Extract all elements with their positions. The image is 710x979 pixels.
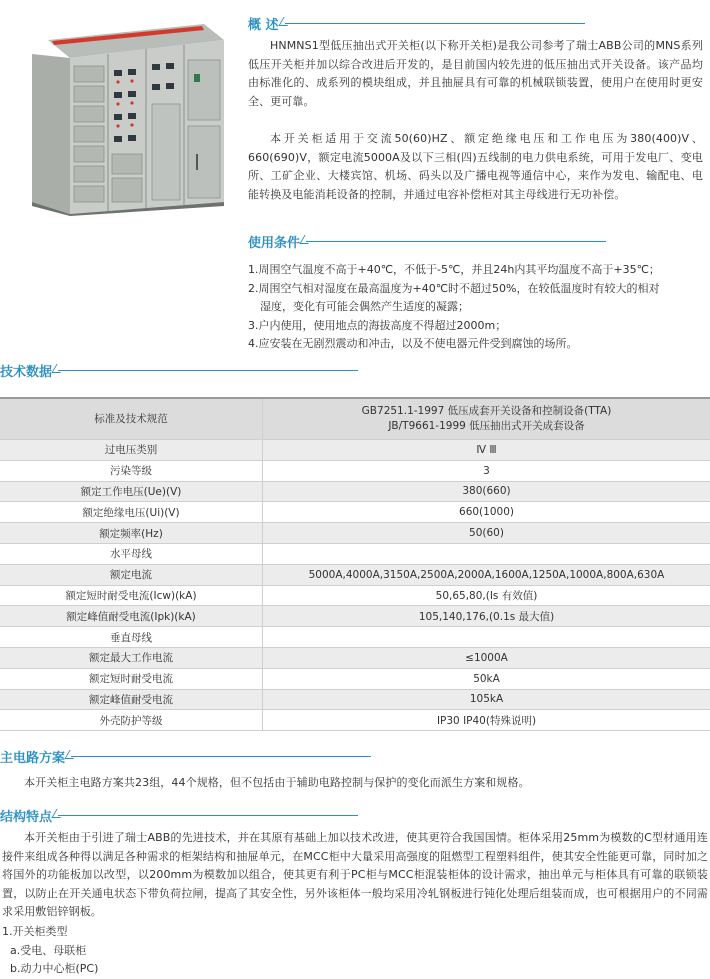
table-row [0,627,710,648]
overview-paragraph-1: HNMNS1型低压抽出式开关柜(以下称开关柜)是我公司参考了瑞士ABB公司的MNS系列低压开关柜并加以综合改进后开发的，是目前国内较先进的低压抽出式开关设备。该产品均由标准化的、成系列的模块组成，并且抽屉具有可靠的机械联锁装置，使用户在使用时更安全、更可靠。 [248,37,703,111]
title-divider [58,370,358,371]
table-row [0,523,710,544]
table-cell: 水平母线 [0,543,263,564]
table-cell: 105,140,176,(0.1s 最大值) [263,606,710,627]
title-divider [71,756,371,757]
table-cell: ≤1000A [263,647,710,668]
table-cell: GB7251.1-1997 低压成套开关设备和控制设备(TTA) JB/T9661-1999 低压抽出式开关成套设备 [263,398,710,440]
table-cell: 额定短时耐受电流(Icw)(kA) [0,585,263,606]
title-divider [306,241,606,242]
main-circuit-title: 主电路方案 [0,747,371,766]
title-divider [285,23,585,24]
table-cell: 污染等级 [0,460,263,481]
main-circuit-paragraph: 本开关柜主电路方案共23组，44个规格，但不包括由于辅助电路控制与保护的变化而派生方案和规格。 [2,774,708,793]
overview-paragraph-2: 本开关柜适用于交流50(60)HZ、额定绝缘电压和工作电压为380(400)V、660(690)V，额定电流5000A及以下三相(四)五线制的电力供电系统，可用于发电厂、变电所、工矿企业、大楼宾馆、机场、码头以及广播电视等通信中心，来作为发电、输配电、电能转换及电能消耗设备的控制，并通过电容补偿柜对其主母线进行无功补偿。 [248,130,703,204]
tech-spec-table [0,397,710,731]
table-cell: 垂直母线 [0,627,263,648]
list-item: 4.应安装在无剧烈震动和冲击，以及不使电器元件受到腐蚀的场所。 [248,335,708,354]
table-cell: 额定峰值耐受电流 [0,689,263,710]
table-row [0,689,710,710]
table-cell: Ⅳ Ⅲ [263,440,710,461]
table-row [0,606,710,627]
table-row [0,564,710,585]
table-cell: 额定频率(Hz) [0,523,263,544]
table-cell: 额定峰值耐受电流(Ipk)(kA) [0,606,263,627]
tech-title: 技术数据 [0,361,358,380]
table-row [0,668,710,689]
table-row [0,585,710,606]
table-cell: 额定工作电压(Ue)(V) [0,481,263,502]
conditions-list [248,261,708,354]
table-cell: 50,65,80,(Is 有效值) [263,585,710,606]
list-item: a.受电、母联柜 [2,942,302,961]
table-cell: 标准及技术规范 [0,398,263,440]
list-item: 2.周围空气相对湿度在最高温度为+40℃时不超过50%，在较低温度时有较大的相对 湿度，变化有可能会偶然产生适度的凝露； [248,280,708,317]
switchgear-cabinet-image [12,14,234,216]
structure-title: 结构特点 [0,806,358,825]
table-cell: 额定电流 [0,564,263,585]
table-cell: 5000A,4000A,3150A,2500A,2000A,1600A,1250A,1000A,800A,630A [263,564,710,585]
structure-paragraph: 本开关柜由于引进了瑞士ABB的先进技术，并在其原有基础上加以技术改进，使其更符合我国国情。柜体采用25mm为模数的C型材通用连接件来组成各种得以满足各种需求的柜架结构和抽屉单元，在MCC柜中大量采用高强度的阻燃型工程塑料组件，使其安全性能更可靠，同时加之将国外的功能板加以改型，以200mm为模数加以组合，使其更有利于PC柜与MCC柜混装柜体的设计需求，抽出单元与柜体具有可靠的联锁装置，以防止在开关通电状态下带负荷拉闸，提高了其安全性，另外该柜体一般均采用冷轧钢板进行钝化处理后组装而成，也可根据用户的不同需求采用敷铝锌钢板。 [2,829,708,922]
table-cell [263,627,710,648]
table-cell: 过电压类别 [0,440,263,461]
table-cell: 3 [263,460,710,481]
list-item: 1.周围空气温度不高于+40℃，不低于-5℃，并且24h内其平均温度不高于+35℃； [248,261,708,280]
cabinet-type-list [2,923,302,979]
table-row [0,710,710,731]
table-cell: 380(660) [263,481,710,502]
list-item: b.动力中心柜(PC) [2,960,302,979]
table-row [0,647,710,668]
table-cell: 额定绝缘电压(Ui)(V) [0,502,263,523]
table-cell: 额定最大工作电流 [0,647,263,668]
table-cell: 额定短时耐受电流 [0,668,263,689]
table-header-row [0,398,710,440]
table-row [0,502,710,523]
table-cell: 外壳防护等级 [0,710,263,731]
table-cell: 105kA [263,689,710,710]
table-cell: 50kA [263,668,710,689]
table-row [0,481,710,502]
list-item: 3.户内使用，使用地点的海拔高度不得超过2000m； [248,317,708,336]
table-cell: IP30 IP40(特殊说明) [263,710,710,731]
table-row [0,460,710,481]
table-cell [263,543,710,564]
conditions-title: 使用条件 [248,232,606,251]
table-cell: 50(60) [263,523,710,544]
table-row [0,440,710,461]
list-heading: 1.开关柜类型 [2,923,302,942]
title-divider [58,815,358,816]
table-cell: 660(1000) [263,502,710,523]
table-row [0,543,710,564]
overview-title: 概 述 [248,14,585,33]
